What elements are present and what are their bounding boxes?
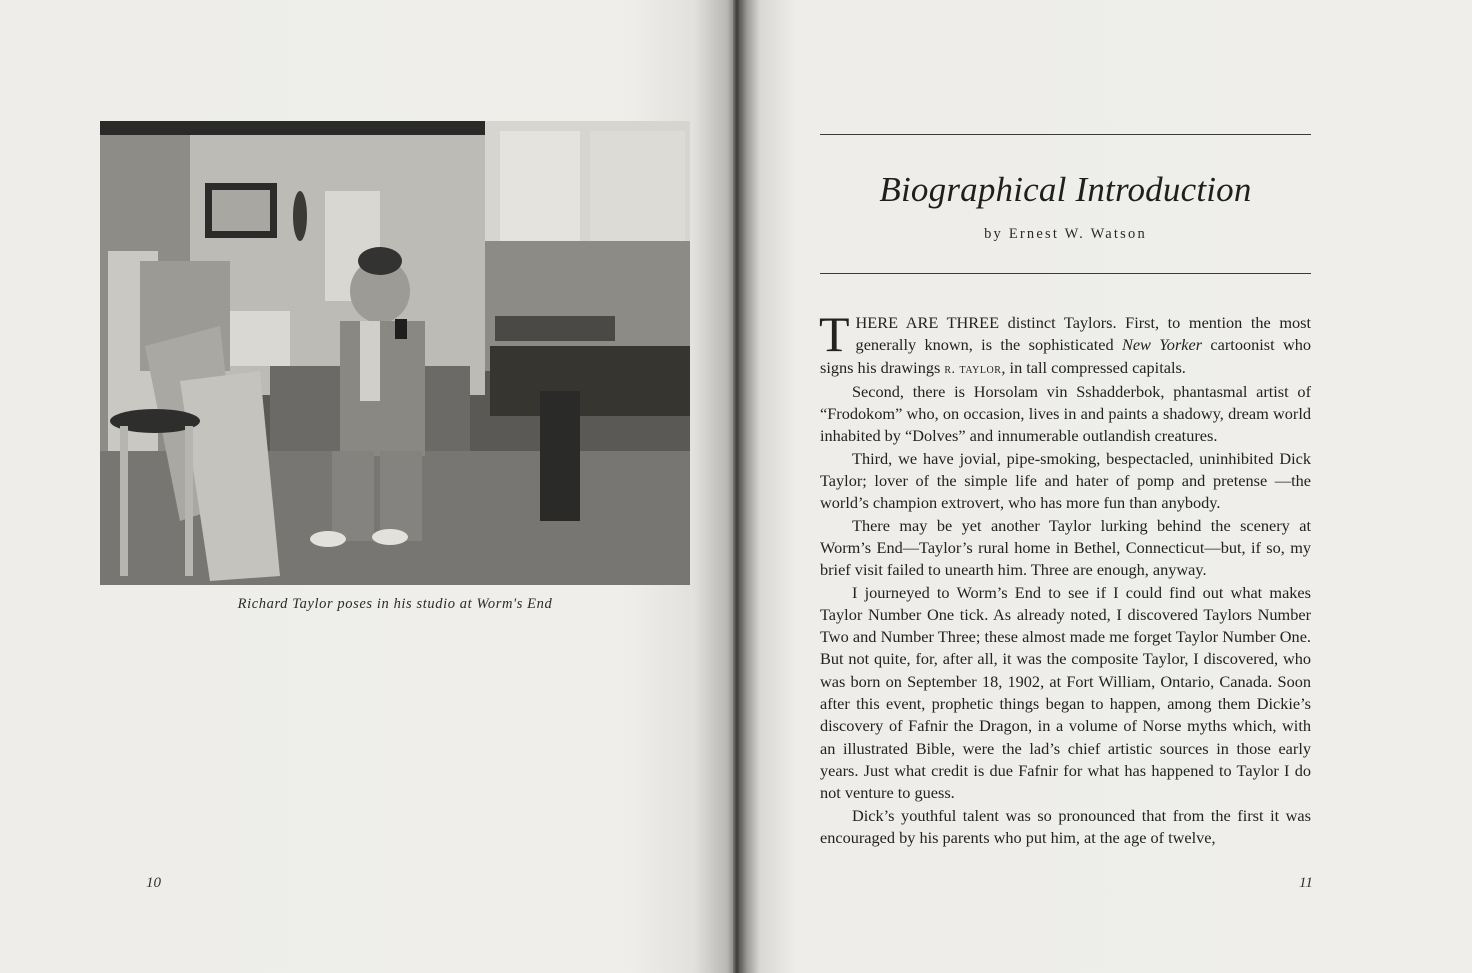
paragraph-3: Third, we have jovial, pipe-smoking, bespectacled, uninhibited Dick Taylor; lover of the simple life and hater of pomp and pretense —the world’s champion extrovert, who has more fun than anybody.	[820, 448, 1311, 513]
title-rule-bottom	[820, 273, 1311, 274]
chapter-title: Biographical Introduction	[879, 170, 1252, 209]
paragraph-1-text-b: cartoonist who signs his drawings	[820, 335, 1311, 377]
paragraph-6: Dick’s youthful talent was so pronounced that from the first it was encouraged by his parents who put him, at the age of twelve,	[820, 805, 1311, 847]
article-body	[819, 306, 1311, 849]
page-number-left: 10	[146, 875, 161, 891]
paragraph-1-text-a: distinct Taylors. First, to mention the most generally known, is the sophisticated	[855, 313, 1311, 355]
paragraph-5: I journeyed to Worm’s End to see if I could find out what makes Taylor Number One tick. As already noted, I discovered Taylors Number Two and Number Three; these almost made me forget Taylor Number One. But not quite, for, after all, it was the composite Taylor, I discovered, who was born on September 18, 1902, at Fort William, Ontario, Canada. Soon after this event, prophetic things began to happen, among them Dickie’s discovery of Fafnir the Dragon, in a volume of Norse myths which, with an illustrated Bible, were the lad’s chief artistic sources in those early years. Just what credit is due Fafnir for what has happened to Taylor I do not venture to guess.	[820, 582, 1311, 803]
paragraph-2: Second, there is Horsolam vin Sshadderbok, phantasmal artist of “Frodokom” who, on occasion, lives in and paints a shadowy, dream world inhabited by “Dolves” and innumerable outlandish creatures.	[820, 381, 1311, 446]
paragraph-4: There may be yet another Taylor lurking behind the scenery at Worm’s End—Taylor’s rural home in Bethel, Connecticut—but, if so, my brief visit failed to unearth him. Three are enough, anyway.	[820, 515, 1311, 580]
title-rule-top	[820, 134, 1311, 135]
book-gutter	[733, 0, 741, 973]
studio-photograph	[100, 121, 690, 585]
studio-photo-illustration	[100, 121, 690, 585]
paragraph-1	[819, 306, 1311, 381]
paragraph-1-text-c: , in tall compressed capitals.	[1001, 357, 1186, 377]
publication-name: New Yorker	[1121, 335, 1203, 355]
photo-caption: Richard Taylor poses in his studio at Worm's End	[237, 596, 553, 612]
author-byline: by Ernest W. Watson	[984, 226, 1147, 242]
signature-smallcaps: r. taylor	[944, 361, 1002, 377]
drop-cap: T	[819, 306, 850, 362]
page-number-right: 11	[1299, 875, 1313, 891]
lead-caps: HERE ARE THREE	[855, 313, 1000, 332]
